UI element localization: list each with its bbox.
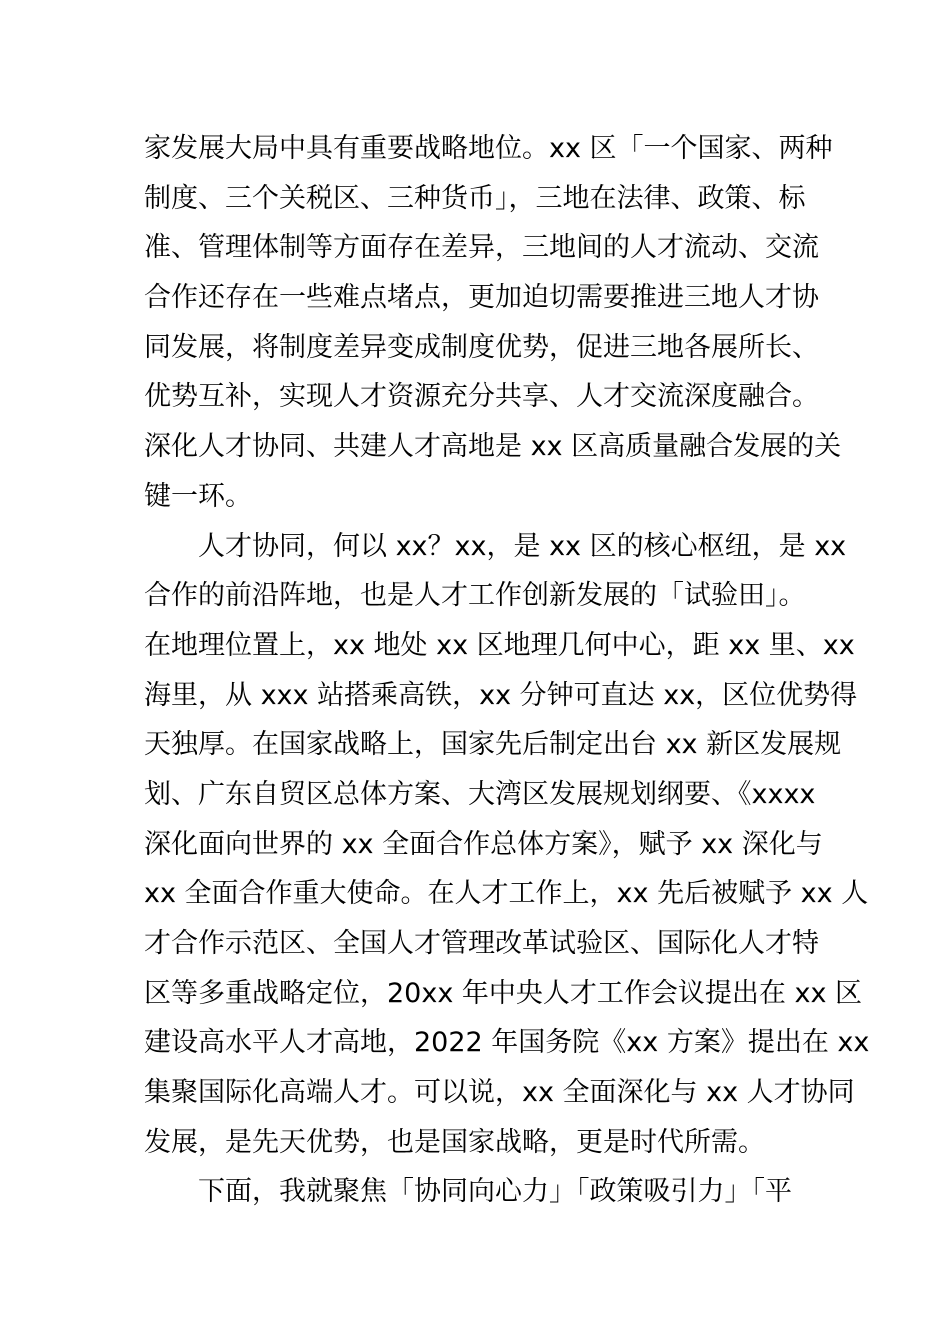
text-line: 区等多重战略定位，20xx 年中央人才工作会议提出在 xx 区 (144, 977, 863, 1009)
text-line: 合作的前沿阵地，也是人才工作创新发展的「试验田」。 (144, 580, 806, 612)
text-line: 集聚国际化高端人才。可以说，xx 全面深化与 xx 人才协同 (144, 1077, 855, 1109)
text-line: 优势互补，实现人才资源充分共享、人才交流深度融合。 (144, 381, 819, 413)
text-line: 家发展大局中具有重要战略地位。xx 区「一个国家、两种 (144, 133, 833, 164)
text-line: 下面，我就聚焦「协同向心力」「政策吸引力」「平 (144, 1176, 792, 1208)
text-line: 划、广东自贸区总体方案、大湾区发展规划纲要、《xxxx (144, 778, 816, 810)
text-line: xx 全面合作重大使命。在人才工作上，xx 先后被赋予 xx 人 (144, 878, 869, 910)
text-line: 同发展，将制度差异变成制度优势，促进三地各展所长、 (144, 331, 819, 363)
text-line: 制度、三个关税区、三种货币」，三地在法律、政策、标 (144, 182, 806, 214)
text-line: 准、管理体制等方面存在差异，三地间的人才流动、交流 (144, 232, 819, 264)
text-line: 海里，从 xxx 站搭乘高铁，xx 分钟可直达 xx，区位优势得 (144, 679, 858, 711)
text-line: 键一环。 (144, 480, 252, 512)
text-line: 深化面向世界的 xx 全面合作总体方案》，赋予 xx 深化与 (144, 828, 823, 860)
text-line: 发展，是先天优势，也是国家战略，更是时代所需。 (144, 1126, 765, 1158)
text-line: 在地理位置上，xx 地处 xx 区地理几何中心，距 xx 里、xx (144, 629, 855, 661)
text-line: 深化人才协同、共建人才高地是 xx 区高质量融合发展的关 (144, 431, 842, 463)
text-line: 才合作示范区、全国人才管理改革试验区、国际化人才特 (144, 928, 819, 959)
body-text (144, 124, 870, 1217)
text-line: 人才协同，何以 xx？xx，是 xx 区的核心枢纽，是 xx (144, 530, 847, 562)
text-line: 天独厚。在国家战略上，国家先后制定出台 xx 新区发展规 (144, 729, 842, 761)
text-line: 合作还存在一些难点堵点，更加迫切需要推进三地人才协 (144, 282, 819, 314)
text-line: 建设高水平人才高地，2022 年国务院《xx 方案》提出在 xx (144, 1027, 870, 1059)
